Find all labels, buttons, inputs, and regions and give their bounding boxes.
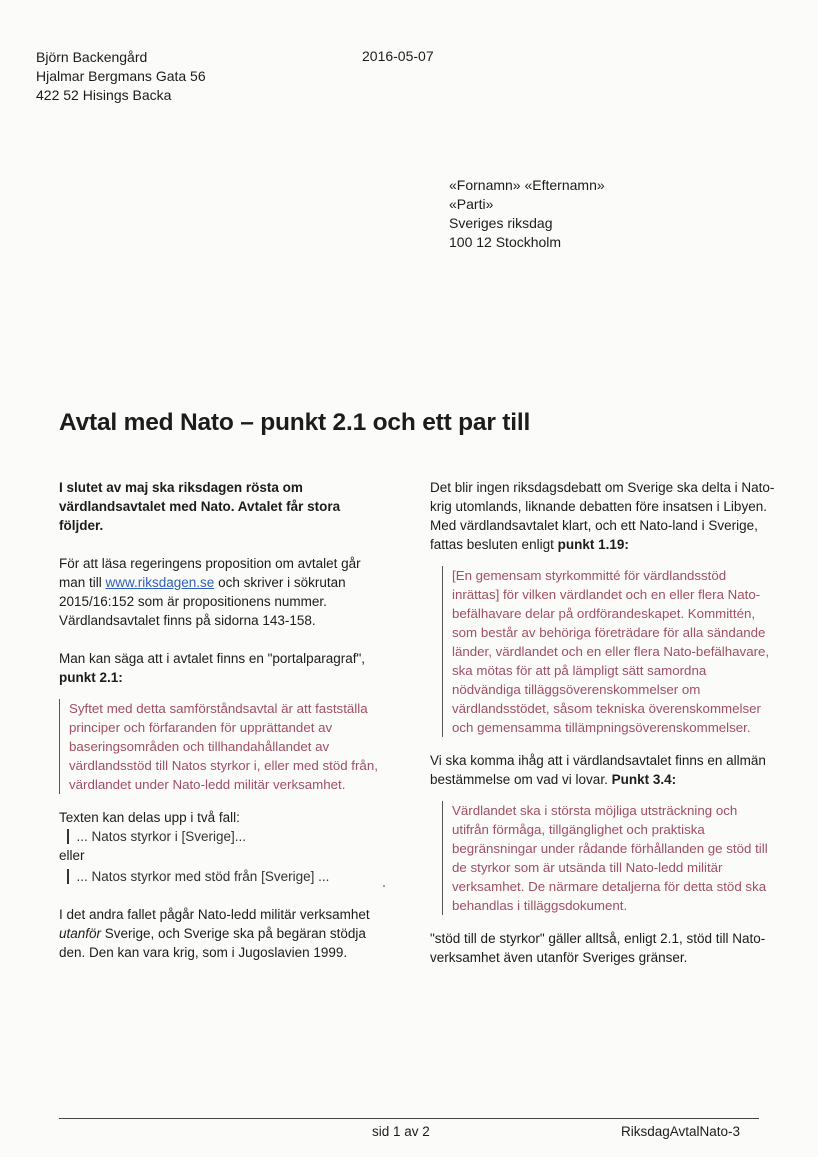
sender-street: Hjalmar Bergmans Gata 56 [36,68,206,84]
portal-paragraph-intro: Man kan säga att i avtalet finns en "portalparagraf", punkt 2.1: [59,651,366,685]
or-label: eller [59,848,85,863]
riksdagen-link[interactable]: www.riksdagen.se [105,575,215,590]
recipient-name: «Fornamn» «Efternamn» [449,177,605,193]
footer-divider [59,1118,759,1119]
proposition-paragraph: För att läsa regeringens proposition om avtalet går man till www.riksdagen.se och skriver i sökrutan 2015/16:152 som är propositionens nummer. Värdlandsavtalet finns på sidorna 143-158. [59,556,361,628]
debate-paragraph: Det blir ingen riksdagsdebatt om Sverige ska delta i Nato-krig utomlands, liknande debatten före insatsen i Libyen. Med värdlandsavtalet klart, och ett Nato-land i Sverige, fattas besluten enligt punkt 1.19: [430,480,775,552]
quote-punkt-1-19: [En gemensam styrkommitté för värdlandsstöd inrättas] för vilken värdlandet och en eller flera Nato-befälhavare delar på ordförandeskapet. Kommittén, som består av behöriga företrädare för alla sändande länder, värdlandet och en eller flera Nato-befälhavare, ska mötas för att på lämpligt sätt samordna nödvändiga tilläggsöverenskommelser om värdlandsstödet, såsom tekniska överenskommelser och gemensamma tillämpningsöverenskommelser. [442,566,775,737]
document-name: RiksdagAvtalNato-3 [621,1124,741,1139]
punkt-2-1-label: punkt 2.1: [59,670,123,685]
scan-speck [383,885,385,887]
sender-name: Björn Backengård [36,49,148,65]
recipient-city: 100 12 Stockholm [449,234,562,250]
recipient-party: «Parti» [449,196,494,212]
general-provision-paragraph: Vi ska komma ihåg att i värdlandsavtalet finns en allmän bestämmelse om vad vi lovar. Punkt 3.4: [430,753,766,787]
right-column [430,478,775,967]
case-one: ... Natos styrkor i [Sverige]... [59,827,387,846]
page-number: sid 1 av 2 [372,1124,430,1139]
letter-date: 2016-05-07 [362,48,434,64]
left-column [59,478,387,962]
quote-punkt-2-1: Syftet med detta samförståndsavtal är att fastställa principer och förfaranden för upprättandet av baseringsområden och tillhandahållandet av värdlandsstöd till Natos styrkor i, eller med stöd från, värdlandet under Nato-ledd militär verksamhet. [59,699,387,794]
split-cases-intro: Texten kan delas upp i två fall: [59,810,240,825]
case-two: ... Natos styrkor med stöd från [Sverige] ... [59,867,387,886]
punkt-3-4-label: Punkt 3.4: [611,772,677,787]
second-case-paragraph: I det andra fallet pågår Nato-ledd militär verksamhet utanför Sverige, och Sverige ska på begäran stödja den. Den kan vara krig, som i Jugoslavien 1999. [59,907,370,960]
conclusion-paragraph: "stöd till de styrkor" gäller alltså, enligt 2.1, stöd till Nato-verksamhet även utanför Sveriges gränser. [430,931,766,965]
sender-city: 422 52 Hisings Backa [36,87,172,103]
page-title: Avtal med Nato – punkt 2.1 och ett par till [59,409,531,436]
quote-punkt-3-4: Värdlandet ska i största möjliga utsträckning och utifrån förmåga, tillgänglighet och praktiska begränsningar under rådande förhållanden ge stöd till de styrkor som är utsända till Nato-ledd militär verksamhet. De närmare detaljerna för detta stöd ska behandlas i tilläggsdokument. [442,801,775,915]
lead-paragraph: I slutet av maj ska riksdagen rösta om värdlandsavtalet med Nato. Avtalet får stora följder. [59,480,341,533]
punkt-1-19-label: punkt 1.19: [557,537,629,552]
recipient-address [449,176,605,252]
recipient-org: Sveriges riksdag [449,215,553,231]
sender-address [36,48,206,105]
